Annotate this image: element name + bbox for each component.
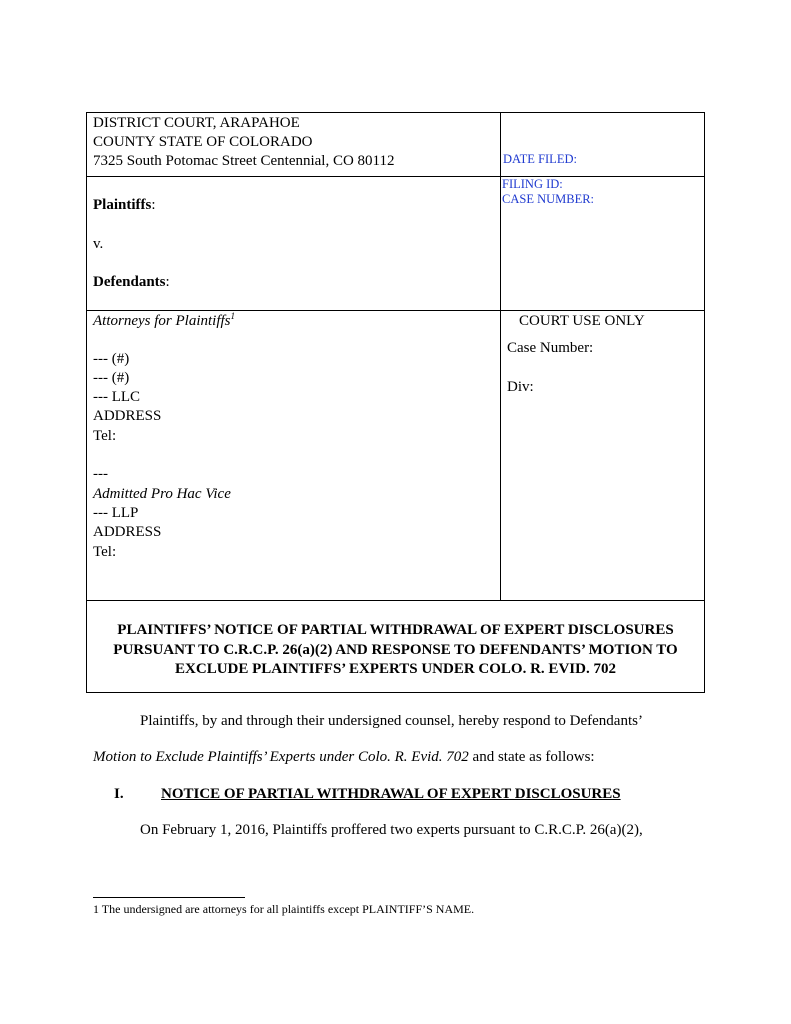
paragraph-2-line-1: On February 1, 2016, Plaintiffs proffered two experts pursuant to C.R.C.P. 26(a)(2), bbox=[140, 822, 643, 838]
attorney-line: --- (#) bbox=[93, 351, 130, 367]
defendants-label-text: Defendants bbox=[93, 274, 166, 290]
attorney-line: ADDRESS bbox=[93, 408, 162, 424]
caption-table bbox=[86, 112, 705, 693]
court-case-number-label: Case Number: bbox=[507, 340, 594, 356]
court-name-line1: DISTRICT COURT, ARAPAHOE bbox=[93, 115, 300, 131]
motion-title-italic: Motion to Exclude Plaintiffs’ Experts under Colo. R. Evid. 702 bbox=[93, 749, 469, 765]
plaintiffs-colon: : bbox=[151, 197, 156, 213]
attorneys-footnote-ref: 1 bbox=[230, 311, 235, 321]
caption-row-divider-2 bbox=[86, 310, 705, 311]
paragraph-1-line-2 bbox=[93, 748, 595, 767]
attorney-line: Tel: bbox=[93, 428, 117, 444]
attorneys-heading-text: Attorneys for Plaintiffs bbox=[93, 313, 231, 329]
attorney-line: Tel: bbox=[93, 544, 117, 560]
footnote-separator bbox=[93, 897, 245, 898]
filing-id-label: FILING ID: bbox=[502, 177, 563, 191]
court-name-line2: COUNTY STATE OF COLORADO bbox=[93, 134, 313, 150]
plaintiffs-label-text: Plaintiffs bbox=[93, 197, 152, 213]
caption-row-divider-3 bbox=[86, 600, 705, 601]
footnote-text: 1 The undersigned are attorneys for all plaintiffs except PLAINTIFF’S NAME. bbox=[93, 902, 475, 916]
attorney-line: --- LLP bbox=[93, 505, 139, 521]
title-line3: EXCLUDE PLAINTIFFS’ EXPERTS UNDER COLO. R. EVID. 702 bbox=[175, 661, 616, 677]
paragraph-1-line-1: Plaintiffs, by and through their undersigned counsel, hereby respond to Defendants’ bbox=[140, 713, 643, 729]
attorney-line: --- (#) bbox=[93, 370, 130, 386]
court-div-label: Div: bbox=[507, 379, 534, 395]
pro-hac-vice-label: Admitted Pro Hac Vice bbox=[93, 486, 231, 502]
section-number: I. bbox=[114, 786, 124, 802]
attorney-line: ADDRESS bbox=[93, 524, 162, 540]
section-heading: NOTICE OF PARTIAL WITHDRAWAL OF EXPERT DISCLOSURES bbox=[161, 786, 621, 802]
attorneys-heading bbox=[93, 312, 235, 331]
defendants-label bbox=[93, 273, 170, 292]
date-filed-label: DATE FILED: bbox=[503, 152, 577, 166]
title-line2: PURSUANT TO C.R.C.P. 26(a)(2) AND RESPONSE TO DEFENDANTS’ MOTION TO bbox=[113, 641, 678, 658]
plaintiffs-label bbox=[93, 196, 156, 215]
paragraph-1-line-2-rest: and state as follows: bbox=[468, 749, 595, 765]
attorney-line: --- LLC bbox=[93, 389, 141, 405]
caption-row-divider-1 bbox=[86, 176, 705, 177]
attorney-line: --- bbox=[93, 466, 108, 482]
document-title bbox=[87, 621, 704, 680]
court-address: 7325 South Potomac Street Centennial, CO 80112 bbox=[93, 153, 395, 169]
versus-label: v. bbox=[93, 236, 104, 252]
title-line1: PLAINTIFFS’ NOTICE OF PARTIAL WITHDRAWAL OF EXPERT DISCLOSURES bbox=[117, 622, 674, 638]
case-number-stamp-label: CASE NUMBER: bbox=[502, 192, 595, 206]
caption-vertical-divider bbox=[500, 112, 501, 600]
court-use-only-label: COURT USE ONLY bbox=[519, 313, 645, 329]
defendants-colon: : bbox=[165, 274, 170, 290]
